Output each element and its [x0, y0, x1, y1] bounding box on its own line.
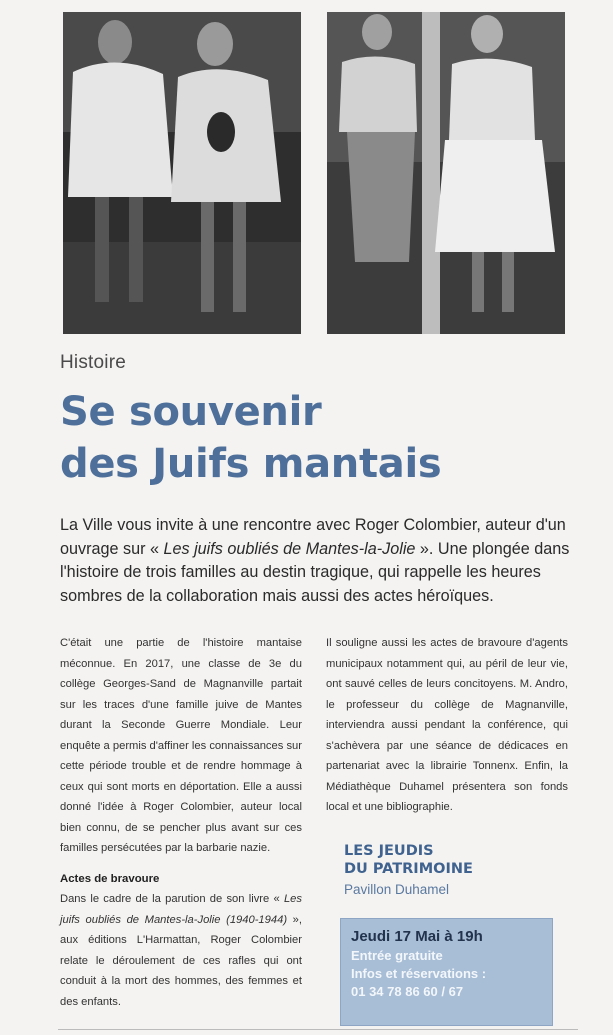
article-title [60, 386, 530, 490]
paragraph-bravoure: Il souligne aussi les actes de bravoure d'agents municipaux notamment qui, au péril de leur vie, ont sauvé celles de leurs concitoyens. M. Andro, le professeur du collège de Magnanville, interviendra aussi pendant la conférence, qui s'achèvera par une séance de dédicaces en partenariat avec la librairie Tonnenx. Enfin, la Médiathèque Duhamel présentera son fonds local et une bibliographie. [326, 637, 568, 813]
event-phone: 01 34 78 86 60 / 67 [351, 984, 464, 999]
paragraph-book-text-2: », aux éditions L'Harmattan, Roger Colombier relate le déroulement de ces rafles qui ont conduit à la mort des hommes, des femmes et des enfants. [60, 913, 302, 1008]
paragraph-book-text-1: Dans le cadre de la parution de son livre « [60, 893, 284, 905]
lead-text-2: ». Une plongée dans l'histoire de trois familles au destin tragique, qui rappelle les heures sombres de la collaboration mais aussi des actes héroïques. [60, 539, 570, 605]
event-entry: Entrée gratuite [351, 948, 443, 963]
article-lead [60, 514, 580, 608]
lead-text-1: La Ville vous invite à une rencontre avec Roger Colombier, auteur d'un ouvrage sur « [60, 516, 566, 558]
archive-photo-two-children [63, 12, 301, 334]
article-column-left [60, 633, 302, 1012]
event-info-label: Infos et réservations : [351, 966, 487, 981]
event-venue: Pavillon Duhamel [344, 882, 450, 897]
paragraph-book-title: Les juifs oubliés de Mantes-la-Jolie (1940-1944) [60, 893, 302, 926]
article-column-right [326, 633, 568, 818]
page-bottom-rule [58, 1029, 578, 1030]
lead-book-title: Les juifs oubliés de Mantes-la-Jolie [163, 539, 416, 558]
paragraph-intro: C'était une partie de l'histoire mantaise méconnue. En 2017, une classe de 3e du collège Georges-Sand de Magnanville partait sur les traces d'une famille juive de Mantes durant la Seconde Guerre Mondiale. Leur enquête a permis d'affiner les connaissances sur cette période trouble et de rendre hommage à ceux qui sont morts en déportation. Elle a aussi donné l'idée à Roger Colombier, auteur local bien connu, de se pencher plus avant sur ces familles persécutées par la barbarie nazie. [60, 637, 302, 854]
event-date: Jeudi 17 Mai à 19h [351, 928, 483, 945]
archive-photo-two-adults [327, 12, 565, 334]
title-line-2: des Juifs mantais [60, 441, 442, 487]
event-series-title [344, 842, 473, 878]
paragraph-book [60, 889, 302, 1012]
title-line-1: Se souvenir [60, 389, 322, 435]
event-info-box [340, 918, 553, 1026]
subheading-actes-de-bravoure: Actes de bravoure [60, 872, 160, 885]
event-series-line-1: LES JEUDIS [344, 843, 434, 859]
event-series-line-2: DU PATRIMOINE [344, 861, 473, 877]
section-kicker: Histoire [60, 352, 127, 373]
